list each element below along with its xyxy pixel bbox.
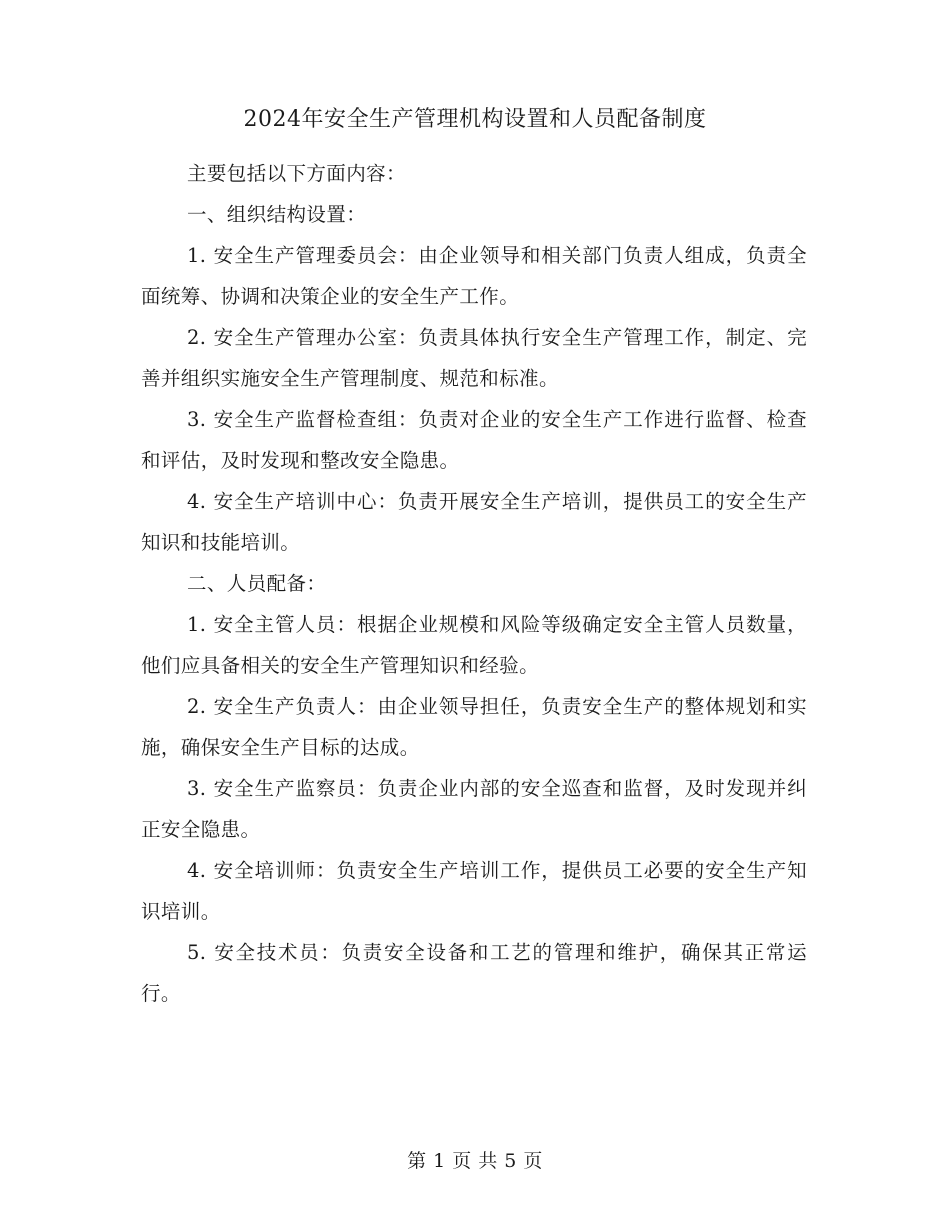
paragraph-item: 2. 安全生产负责人：由企业领导担任，负责安全生产的整体规划和实施，确保安全生产目标的达成。 xyxy=(141,695,807,759)
paragraph-intro: 主要包括以下方面内容： xyxy=(187,162,406,185)
paragraph-item: 3. 安全生产监察员：负责企业内部的安全巡查和监督，及时发现并纠正安全隐患。 xyxy=(141,777,807,841)
page-footer xyxy=(0,1147,950,1175)
paragraph-item: 4. 安全培训师：负责安全生产培训工作，提供员工必要的安全生产知识培训。 xyxy=(141,859,807,923)
paragraph-item: 4. 安全生产培训中心：负责开展安全生产培训，提供员工的安全生产知识和技能培训。 xyxy=(141,490,807,554)
page-number-label: 第 1 页 共 5 页 xyxy=(407,1150,543,1172)
paragraph-item: 2. 安全生产管理办公室：负责具体执行安全生产管理工作，制定、完善并组织实施安全生产管理制度、规范和标准。 xyxy=(141,326,807,390)
document-title: 2024年安全生产管理机构设置和人员配备制度 xyxy=(243,107,707,132)
section-heading-staffing: 二、人员配备： xyxy=(187,572,327,595)
document-body xyxy=(141,153,807,1014)
section-heading-org-structure: 一、组织结构设置： xyxy=(187,203,367,226)
paragraph-item: 3. 安全生产监督检查组：负责对企业的安全生产工作进行监督、检查和评估，及时发现和整改安全隐患。 xyxy=(141,408,807,472)
paragraph-item: 1. 安全主管人员：根据企业规模和风险等级确定安全主管人员数量，他们应具备相关的安全生产管理知识和经验。 xyxy=(141,613,807,677)
paragraph-item: 5. 安全技术员：负责安全设备和工艺的管理和维护，确保其正常运行。 xyxy=(141,941,807,1005)
paragraph-item: 1. 安全生产管理委员会：由企业领导和相关部门负责人组成，负责全面统筹、协调和决策企业的安全生产工作。 xyxy=(141,244,807,308)
